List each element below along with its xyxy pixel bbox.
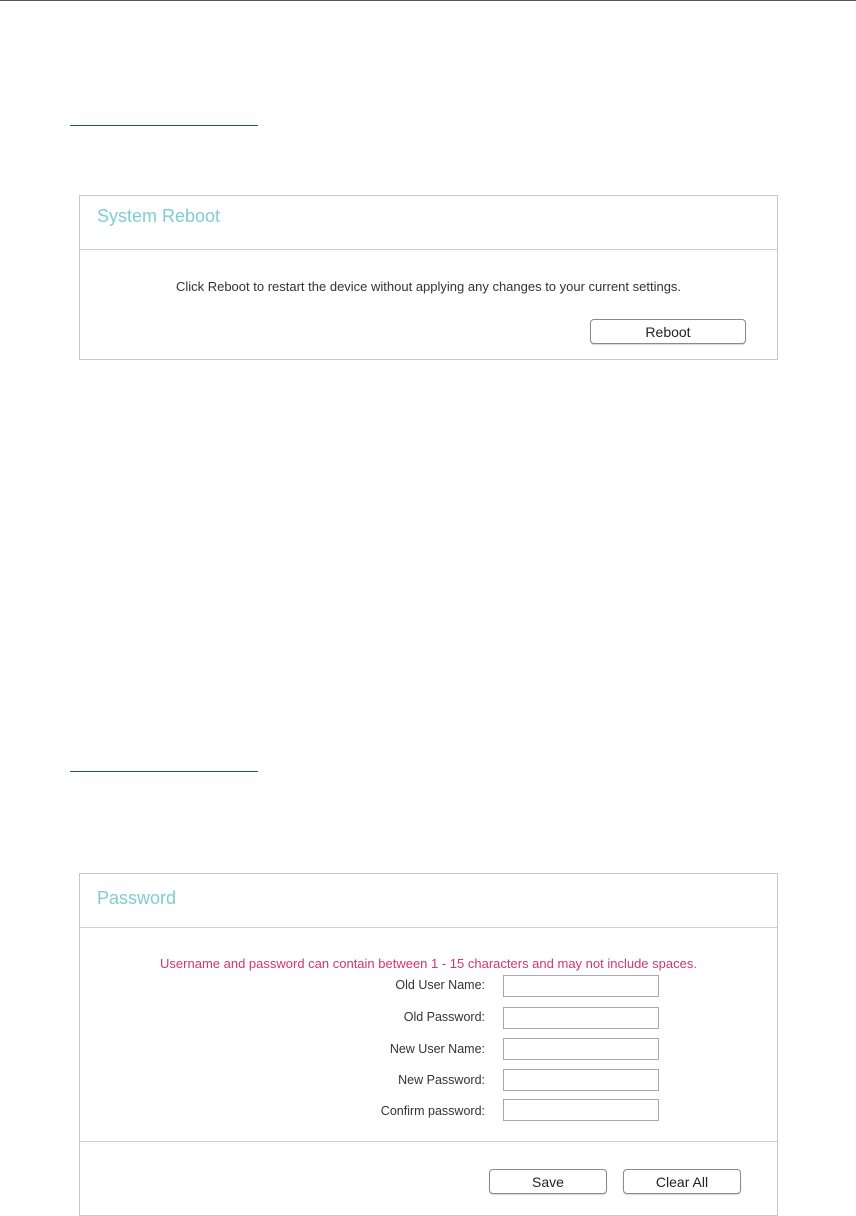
panel-divider [80, 1141, 777, 1142]
credential-rules-notice: Username and password can contain between 1 - 15 characters and may not include spaces. [160, 956, 697, 971]
password-panel [79, 873, 778, 1216]
reboot-button[interactable]: Reboot [590, 319, 746, 344]
section-rule-password [70, 771, 258, 772]
reboot-description: Click Reboot to restart the device without applying any changes to your current settings. [175, 279, 682, 294]
save-button[interactable]: Save [489, 1169, 607, 1194]
confirm-password-input[interactable] [503, 1099, 659, 1121]
new-user-name-input[interactable] [503, 1038, 659, 1060]
panel-title-system-reboot: System Reboot [97, 206, 221, 226]
page-top-rule [0, 0, 856, 1]
new-password-label: New Password: [398, 1073, 485, 1087]
panel-divider [80, 927, 777, 928]
old-password-label: Old Password: [403, 1010, 485, 1024]
panel-divider [80, 249, 777, 250]
clear-all-button[interactable]: Clear All [623, 1169, 741, 1194]
system-reboot-panel [79, 195, 778, 360]
old-user-name-label: Old User Name: [395, 978, 485, 992]
section-rule-reboot [70, 125, 258, 126]
old-password-input[interactable] [503, 1007, 659, 1029]
panel-title-password: Password [97, 888, 177, 908]
confirm-password-label: Confirm password: [380, 1104, 485, 1118]
new-user-name-label: New User Name: [389, 1042, 485, 1056]
new-password-input[interactable] [503, 1069, 659, 1091]
old-user-name-input[interactable] [503, 975, 659, 997]
